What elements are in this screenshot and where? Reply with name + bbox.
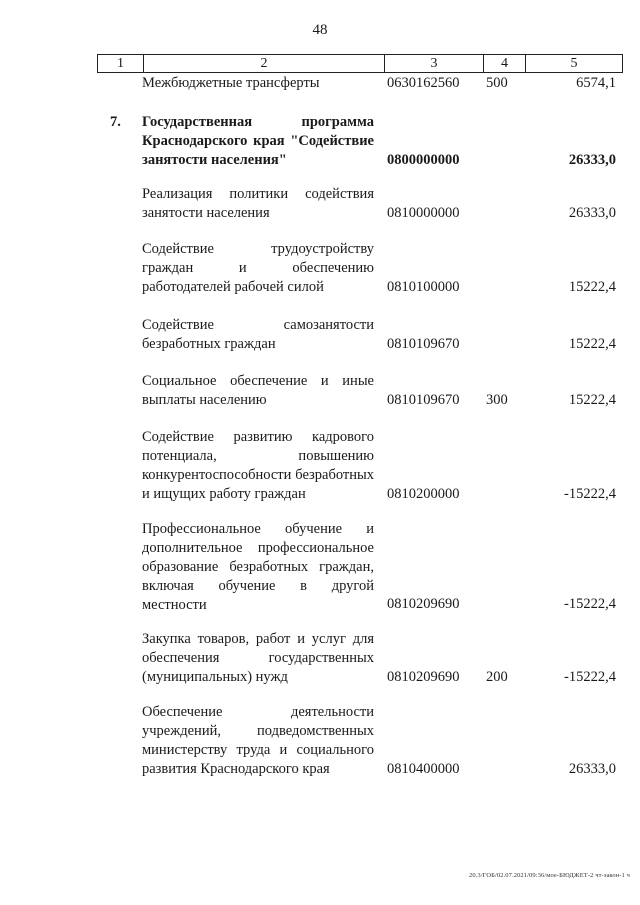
row-code: 0810200000: [387, 486, 460, 502]
row-code: 0810209690: [387, 596, 460, 612]
row-name: Межбюджетные трансферты: [142, 75, 320, 91]
row-name: Содействие развитию кадрового потенциала, повышению конкурентоспособности безработных и ищущих работу граждан: [142, 429, 374, 502]
row-expense-type: 500: [486, 75, 508, 91]
row-name: Обеспечение деятельности учреждений, подведомственных министерству труда и социального развития Краснодарского края: [142, 704, 374, 777]
row-sum: 6574,1: [576, 75, 616, 91]
row-code: 0810100000: [387, 279, 460, 295]
row-name: Государственная программа Краснодарского края "Содействие занятости населения": [142, 114, 374, 168]
row-code: 0810109670: [387, 336, 460, 352]
row-code: 0630162560: [387, 75, 460, 91]
column-header-1: 1: [98, 55, 144, 73]
row-name: Социальное обеспечение и иные выплаты населению: [142, 373, 374, 408]
row-name: Закупка товаров, работ и услуг для обеспечения государственных (муниципальных) нужд: [142, 631, 374, 685]
row-sum: 26333,0: [568, 152, 616, 168]
row-number: 7.: [110, 114, 121, 130]
column-header-4: 4: [484, 55, 526, 73]
row-expense-type: 300: [486, 392, 508, 408]
row-sum: -15222,4: [564, 596, 616, 612]
row-sum: -15222,4: [564, 486, 616, 502]
row-name: Содействие самозанятости безработных граждан: [142, 317, 374, 352]
document-footer-code: 20.3/ГОБ/02.07.2021/09:36/мое-БЮДЖЕТ-2 чт-закон-1 ч: [468, 872, 630, 879]
row-code: 0810000000: [387, 205, 460, 221]
row-sum: 15222,4: [568, 336, 616, 352]
row-sum: 26333,0: [568, 761, 616, 777]
row-expense-type: 200: [486, 669, 508, 685]
row-name: Реализация политики содействия занятости населения: [142, 186, 374, 221]
row-name: Профессиональное обучение и дополнительное профессиональное образование безработных граждан, включая обучение в другой местности: [142, 521, 374, 613]
row-code: 0810209690: [387, 669, 460, 685]
row-sum: -15222,4: [564, 669, 616, 685]
row-code: 0810400000: [387, 761, 460, 777]
row-code: 0810109670: [387, 392, 460, 408]
column-header-5: 5: [526, 55, 623, 73]
row-sum: 15222,4: [568, 279, 616, 295]
column-header-3: 3: [385, 55, 484, 73]
row-code: 0800000000: [387, 152, 460, 168]
row-sum: 15222,4: [568, 392, 616, 408]
page-number: 48: [312, 22, 328, 38]
row-sum: 26333,0: [568, 205, 616, 221]
column-header-2: 2: [144, 55, 385, 73]
row-name: Содействие трудоустройству граждан и обеспечению работодателей рабочей силой: [142, 241, 374, 295]
column-header-row: [97, 54, 623, 73]
